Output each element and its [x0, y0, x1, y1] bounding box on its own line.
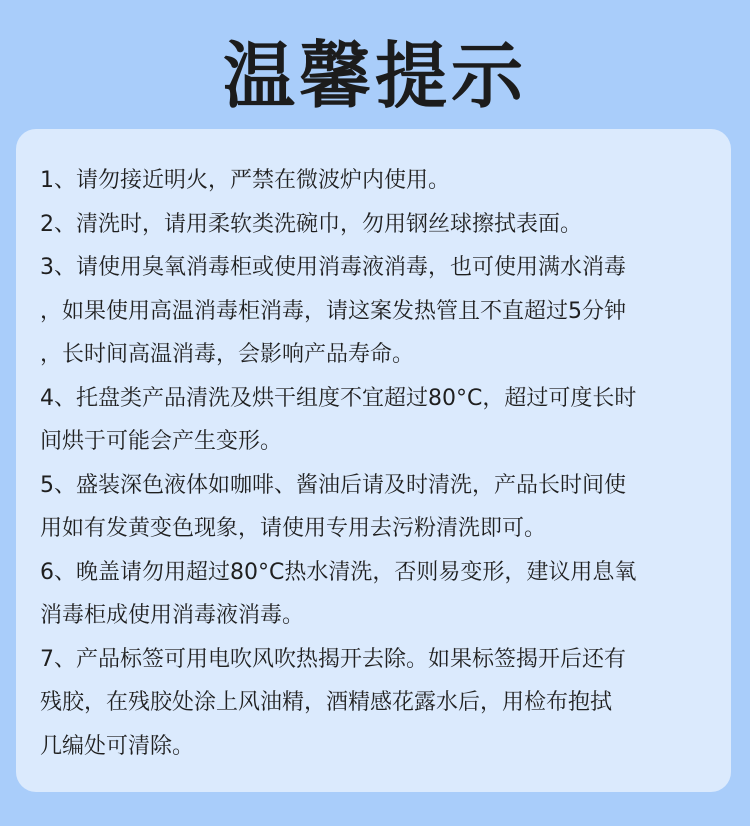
tip-line: 6、晚盖请勿用超过80°C热水清洗，否则易变形，建议用息氧	[40, 559, 637, 585]
tip-item-7	[40, 638, 716, 769]
tip-item-5	[40, 464, 716, 551]
tip-line: 间烘于可能会产生变形。	[40, 429, 283, 454]
tip-line: ，长时间高温消毒，会影响产品寿命。	[40, 342, 415, 367]
tip-line: 1、请勿接近明火，严禁在微波炉内使用。	[40, 168, 450, 193]
tip-item-6	[40, 551, 716, 638]
tip-item-1	[40, 159, 716, 203]
tip-line: 5、盛装深色液体如咖啡、酱油后请及时清洗，产品长时间使	[40, 472, 626, 498]
tip-line: 7、产品标签可用电吹风吹热揭开去除。如果标签揭开后还有	[40, 646, 626, 672]
tip-line: 2、清洗时，请用柔软类洗碗巾，勿用钢丝球擦拭表面。	[40, 211, 582, 237]
tip-item-2	[40, 203, 716, 247]
tip-item-3	[40, 246, 716, 377]
tip-line: 消毒柜成使用消毒液消毒。	[40, 603, 305, 628]
tip-line: ，如果使用高温消毒柜消毒，请这案发热管且不直超过5分钟	[40, 298, 626, 324]
tip-line: 残胶，在残胶处涂上风油精，酒精感花露水后，用检布抱拭	[40, 690, 613, 715]
tips-list	[40, 159, 716, 768]
tip-line: 3、请使用臭氧消毒柜或使用消毒液消毒，也可使用满水消毒	[40, 255, 626, 280]
tips-card	[16, 129, 731, 792]
tip-line: 几编处可清除。	[40, 733, 195, 759]
tip-line: 用如有发黄变色现象，请使用专用去污粉清洗即可。	[40, 516, 547, 541]
tip-line: 4、托盘类产品清洗及烘干组度不宜超过80°C，超过可度长时	[40, 385, 637, 411]
tip-item-4	[40, 377, 716, 464]
page-title: 温馨提示	[222, 34, 527, 118]
